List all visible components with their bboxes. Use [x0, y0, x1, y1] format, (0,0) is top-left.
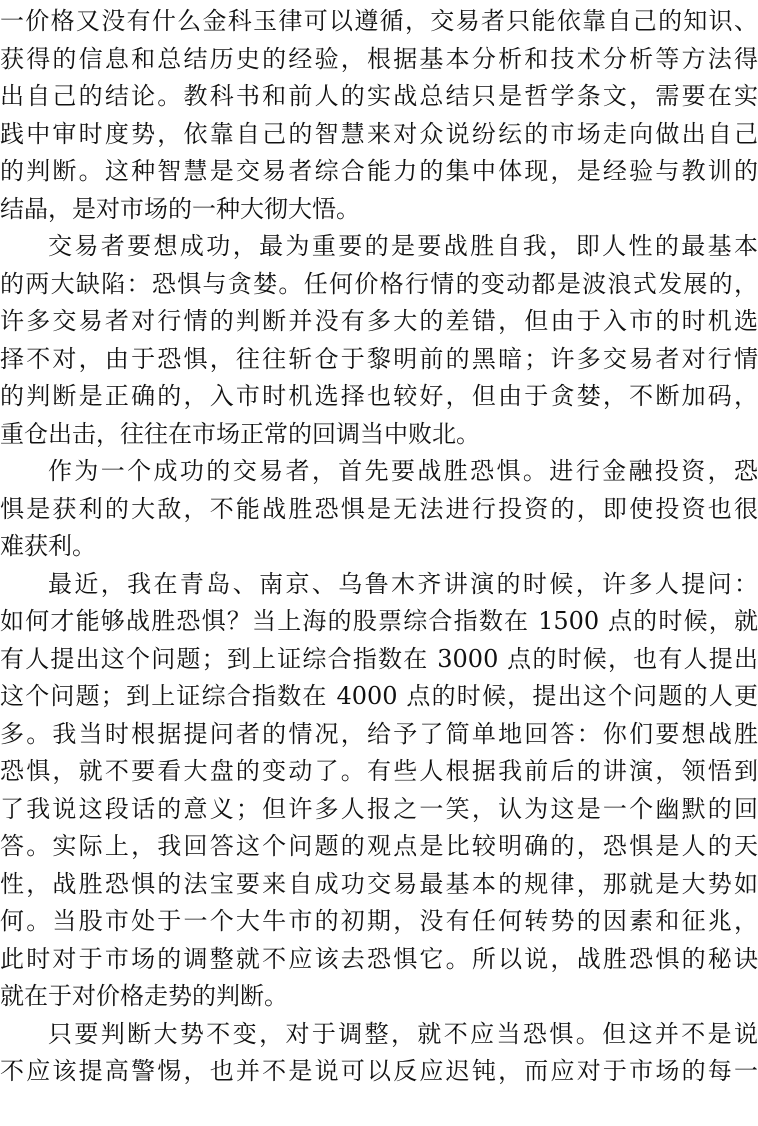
- text-line: 择不对，由于恐惧，往往斩仓于黎明前的黑暗；许多交易者对行情: [0, 344, 758, 373]
- text-line: 恐惧，就不要看大盘的变动了。有些人根据我前后的讲演，领悟到: [0, 757, 758, 785]
- text-line: 就在于对价格走势的判断。: [0, 982, 288, 1010]
- text-line: 何。当股市处于一个大牛市的初期，没有任何转势的因素和征兆，: [0, 907, 758, 935]
- text-line: 出自己的结论。教科书和前人的实战总结只是哲学条文，需要在实: [0, 82, 758, 110]
- paragraph-3: [0, 453, 758, 566]
- text-line: 有人提出这个问题；到上证综合指数在 3000 点的时候，也有人提出: [0, 644, 758, 673]
- paragraph-5: [0, 1016, 758, 1091]
- text-line: 多。我当时根据提问者的情况，给予了简单地回答：你们要想战胜: [0, 719, 758, 748]
- text-line: 的两大缺陷：恐惧与贪婪。任何价格行情的变动都是波浪式发展的，: [0, 269, 758, 298]
- text-line: 不应该提高警惕，也并不是说可以反应迟钝，而应对于市场的每一: [0, 1057, 758, 1085]
- text-line: 答。实际上，我回答这个问题的观点是比较明确的，恐惧是人的天: [0, 832, 758, 860]
- text-line: 此时对于市场的调整就不应该去恐惧它。所以说，战胜恐惧的秘诀: [0, 944, 758, 973]
- paragraph-2: [0, 228, 758, 453]
- text-line: 的判断是正确的，入市时机选择也较好，但由于贪婪，不断加码，: [0, 382, 758, 410]
- text-line: 作为一个成功的交易者，首先要战胜恐惧。进行金融投资，恐: [48, 457, 758, 485]
- text-line: 的判断。这种智慧是交易者综合能力的集中体现，是经验与教训的: [0, 157, 758, 185]
- text-line: 只要判断大势不变，对于调整，就不应当恐惧。但这并不是说: [48, 1019, 758, 1048]
- text-line: 了我说这段话的意义；但许多人报之一笑，认为这是一个幽默的回: [0, 794, 758, 823]
- text-line: 践中审时度势，依靠自己的智慧来对众说纷纭的市场走向做出自己: [0, 119, 758, 148]
- paragraph-1: [0, 3, 758, 228]
- text-line: 一价格又没有什么金科玉律可以遵循，交易者只能依靠自己的知识、: [0, 7, 758, 35]
- text-line: 难获利。: [0, 532, 96, 560]
- text-line: 交易者要想成功，最为重要的是要战胜自我，即人性的最基本: [48, 232, 758, 260]
- text-line: 最近，我在青岛、南京、乌鲁木齐讲演的时候，许多人提问：: [48, 569, 758, 598]
- text-line: 许多交易者对行情的判断并没有多大的差错，但由于入市的时机选: [0, 307, 758, 335]
- paragraph-4: [0, 566, 758, 1016]
- text-line: 重仓出击，往往在市场正常的回调当中败北。: [0, 419, 480, 448]
- text-line: 性，战胜恐惧的法宝要来自成功交易最基本的规律，那就是大势如: [0, 869, 758, 898]
- text-line: 结晶，是对市场的一种大彻大悟。: [0, 194, 360, 223]
- text-line: 如何才能够战胜恐惧？当上海的股票综合指数在 1500 点的时候，就: [0, 607, 758, 635]
- text-line: 这个问题；到上证综合指数在 4000 点的时候，提出这个问题的人更: [0, 682, 758, 710]
- text-line: 获得的信息和总结历史的经验，根据基本分析和技术分析等方法得: [0, 44, 758, 73]
- text-line: 惧是获利的大敌，不能战胜恐惧是无法进行投资的，即使投资也很: [0, 494, 758, 523]
